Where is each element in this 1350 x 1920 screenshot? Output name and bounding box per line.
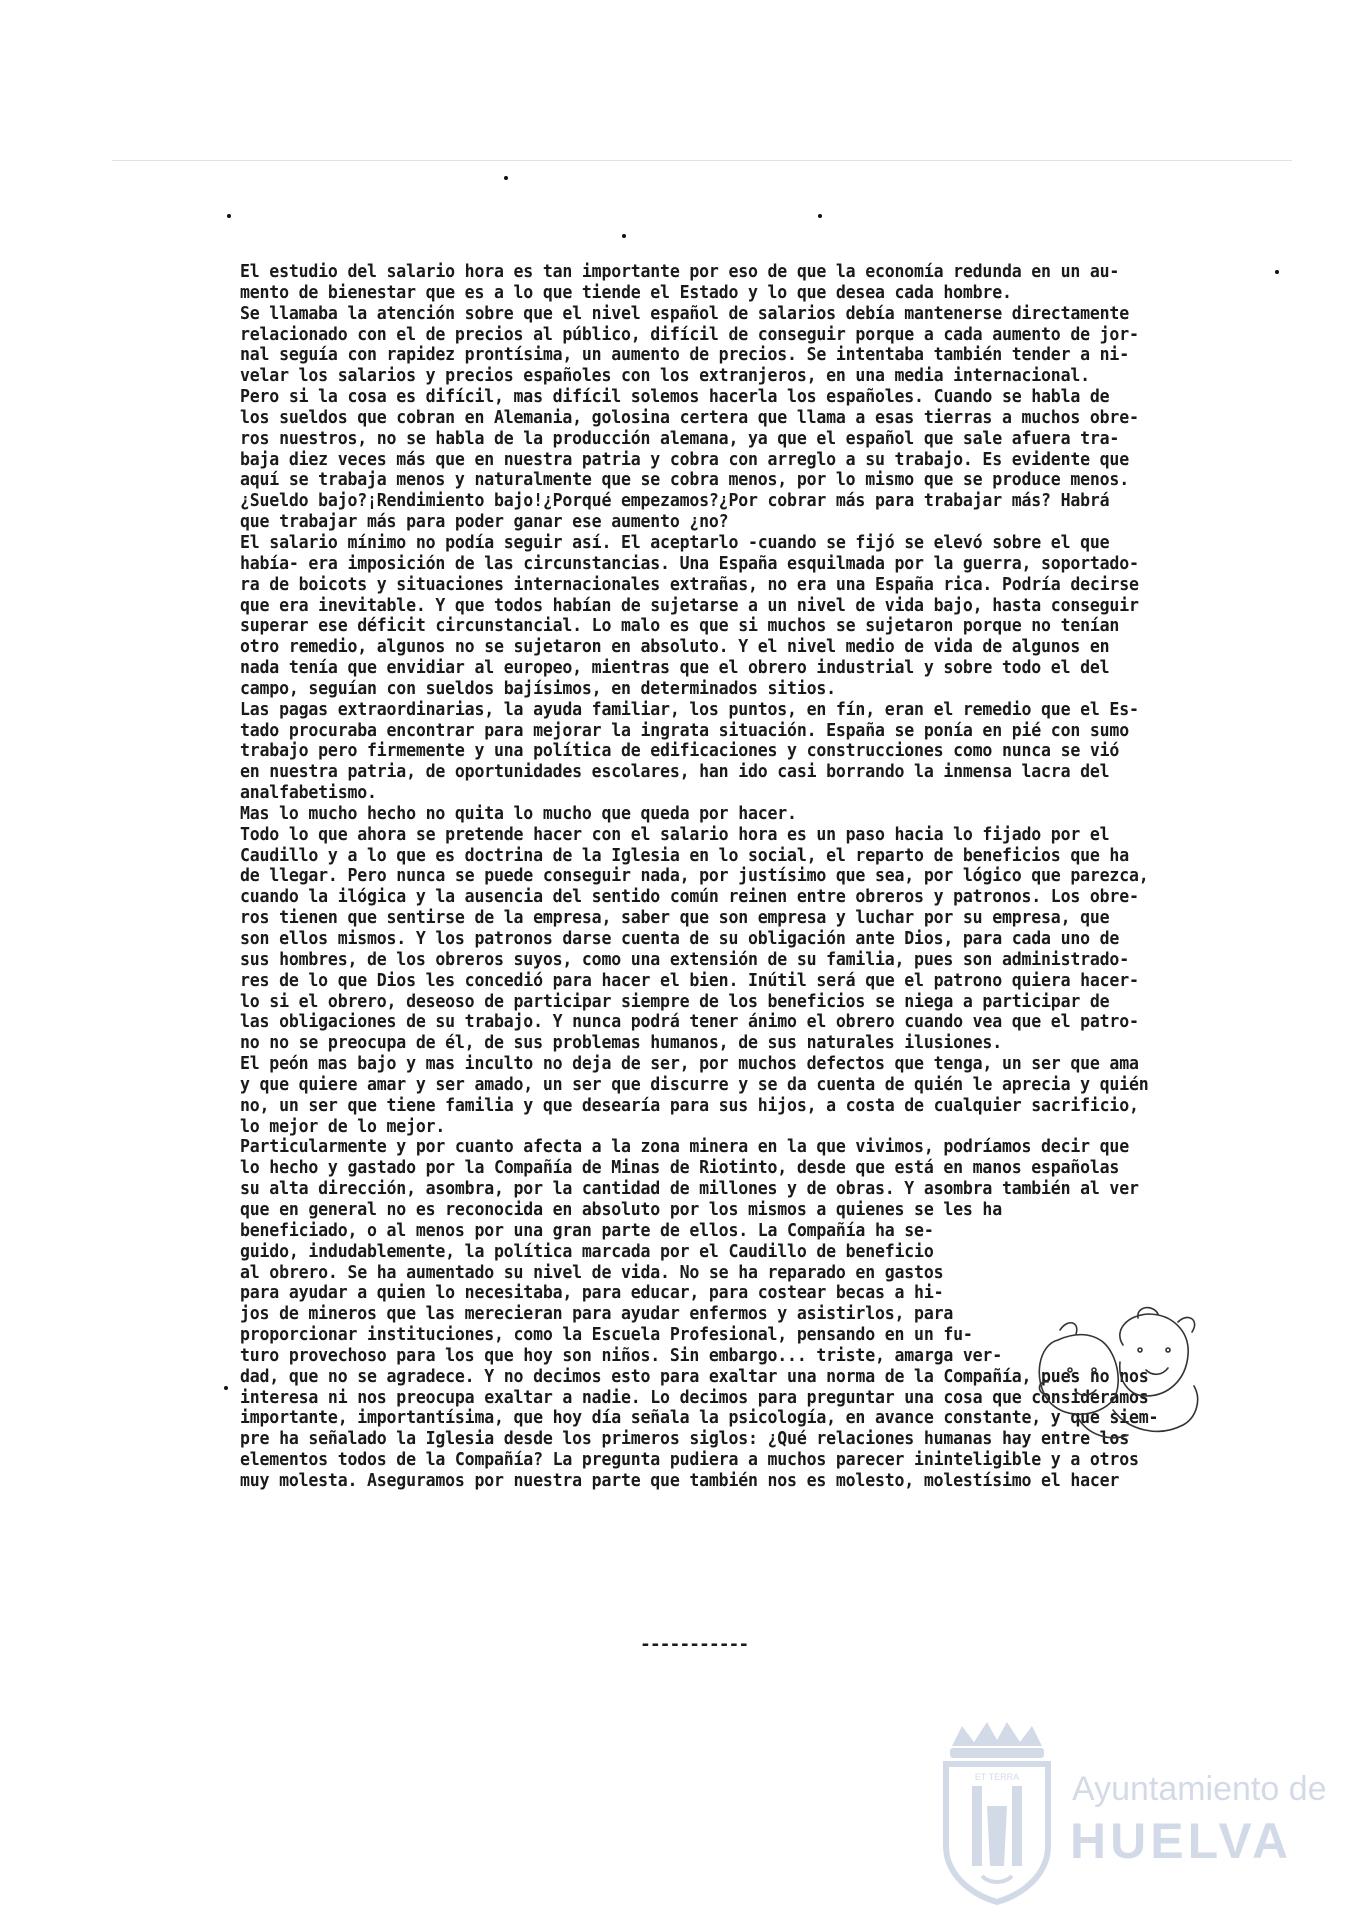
- text-line: turo provechoso para los que hoy son niños. Sin embargo... triste, amarga ver-: [240, 1345, 1002, 1366]
- text-line: res de lo que Dios les concedió para hacer el bien. Inútil será que el patrono quiera hacer-: [240, 970, 1139, 991]
- text-line: cuando la ilógica y la ausencia del sentido común reinen entre obreros y patronos. Los obre-: [240, 887, 1139, 908]
- crest-text: ET TERRA: [974, 1772, 1020, 1782]
- text-line: ros tienen que sentirse de la empresa, saber que son empresa y luchar por su empresa, que: [240, 908, 1110, 929]
- scan-speck: [1275, 270, 1279, 274]
- huelva-crest-logo: [932, 1716, 1062, 1906]
- text-line: relacionado con el de precios al público, difícil de conseguir porque a cada aumento de jor-: [240, 324, 1139, 345]
- text-line: jos de mineros que las merecieran para ayudar enfermos y asistirlos, para: [240, 1304, 954, 1325]
- text-line: que trabajar más para poder ganar ese aumento ¿no?: [240, 512, 729, 533]
- text-line: velar los salarios y precios españoles con los extranjeros, en una media internacional.: [240, 366, 1090, 387]
- text-line: no no se preocupa de él, de sus problemas humanos, de sus naturales ilusiones.: [240, 1033, 1002, 1054]
- scan-speck: [818, 214, 822, 218]
- text-line: Las pagas extraordinarias, la ayuda familiar, los puntos, en fín, eran el remedio que el Es-: [240, 699, 1139, 720]
- text-line: y que quiere amar y ser amado, un ser que discurre y se da cuenta de quién le aprecia y quién: [240, 1074, 1149, 1095]
- text-line: mento de bienestar que es a lo que tiende el Estado y lo que desea cada hombre.: [240, 282, 1012, 303]
- text-line: ros nuestros, no se habla de la producción alemana, ya que el español que sale afuera tra-: [240, 428, 1120, 449]
- text-line: había- era imposición de las circunstancias. Una España esquilmada por la guerra, soportado-: [240, 553, 1139, 574]
- watermark-line-2: HUELVA: [1070, 1813, 1293, 1869]
- text-line: su alta dirección, asombra, por la cantidad de millones y de obras. Y asombra también al ver: [240, 1179, 1139, 1200]
- text-line: ¿Sueldo bajo?¡Rendimiento bajo!¿Porqué empezamos?¿Por cobrar más para trabajar más? Habrá: [240, 491, 1110, 512]
- text-line: lo hecho y gastado por la Compañía de Minas de Riotinto, desde que está en manos españolas: [240, 1158, 1120, 1179]
- text-line: El estudio del salario hora es tan importante por eso de que la economía redunda en un au-: [240, 262, 1120, 282]
- text-line: El peón mas bajo y mas inculto no deja de ser, por muchos defectos que tenga, un ser que ama: [240, 1054, 1139, 1075]
- scan-speck: [227, 214, 231, 218]
- text-line: El salario mínimo no podía seguir así. El aceptarlo -cuando se fijó se elevó sobre el que: [240, 532, 1110, 553]
- text-line: lo mejor de lo mejor.: [240, 1116, 446, 1137]
- text-line: elementos todos de la Compañía? La pregunta pudiera a muchos parecer ininteligible y a otros: [240, 1450, 1139, 1471]
- text-line: proporcionar instituciones, como la Escuela Profesional, pensando en un fu-: [240, 1325, 973, 1346]
- text-line: al obrero. Se ha aumentado su nivel de vida. No se ha reparado en gastos: [240, 1262, 944, 1283]
- text-line: Pero si la cosa es difícil, mas difícil solemos hacerla los españoles. Cuando se habla de: [240, 387, 1110, 408]
- text-line: para ayudar a quien lo necesitaba, para educar, para costear becas a hi-: [240, 1283, 944, 1304]
- text-line: trabajo pero firmemente y una política de edificaciones y construcciones como nunca se vió: [240, 741, 1120, 762]
- text-line: analfabetismo.: [240, 783, 377, 804]
- text-line: nal seguía con rapidez prontísima, un aumento de precios. Se intentaba también tender a ni-: [240, 345, 1129, 366]
- text-line: Todo lo que ahora se pretende hacer con el salario hora es un paso hacia lo fijado por el: [240, 824, 1110, 845]
- text-line: guido, indudablemente, la política marcada por el Caudillo de beneficio: [240, 1241, 934, 1262]
- text-line: los sueldos que cobran en Alemania, golosina certera que llama a esas tierras a muchos obre-: [240, 407, 1139, 428]
- text-line: interesa ni nos preocupa exaltar a nadie. Lo decimos para preguntar una cosa que consideramos: [240, 1387, 1149, 1408]
- text-line: baja diez veces más que en nuestra patria y cobra con arreglo a su trabajo. Es evidente que: [240, 449, 1129, 470]
- text-line: pre ha señalado la Iglesia desde los primeros siglos: ¿Qué relaciones humanas hay entre los: [240, 1429, 1129, 1450]
- text-line: Se llamaba la atención sobre que el nivel español de salarios debía mantenerse directamente: [240, 303, 1129, 324]
- text-line: Mas lo mucho hecho no quita lo mucho que queda por hacer.: [240, 803, 797, 824]
- scan-speck: [622, 234, 626, 238]
- text-line: campo, seguían con sueldos bajísimos, en determinados sitios.: [240, 678, 836, 699]
- children-faces-drawing: [1018, 1300, 1208, 1450]
- text-line: nada tenía que envidiar al europeo, mientras que el obrero industrial y sobre todo el del: [240, 658, 1110, 679]
- text-line: dad, que no se agradece. Y no decimos esto para exaltar una norma de la Compañía, pues no nos: [240, 1366, 1149, 1387]
- text-line: beneficiado, o al menos por una gran parte de ellos. La Compañía ha se-: [240, 1220, 934, 1241]
- text-line: otro remedio, algunos no se sujetaron en absoluto. Y el nivel medio de vida de algunos en: [240, 637, 1110, 658]
- text-line: son ellos mismos. Y los patronos darse cuenta de su obligación ante Dios, para cada uno de: [240, 929, 1120, 949]
- scan-speck: [224, 1386, 228, 1390]
- text-line: lo si el obrero, deseoso de participar siempre de los beneficios se niega a participar de: [240, 991, 1110, 1012]
- text-line: en nuestra patria, de oportunidades escolares, han ido casi borrando la inmensa lacra del: [240, 762, 1110, 783]
- text-line: ra de boicots y situaciones internacionales extrañas, no era una España rica. Podría decirse: [240, 574, 1139, 595]
- watermark-line-1: Ayuntamiento de: [1072, 1770, 1327, 1808]
- text-line: las obligaciones de su trabajo. Y nunca podrá tener ánimo el obrero cuando vea que el patro-: [240, 1012, 1139, 1033]
- text-line: que era inevitable. Y que todos habían de sujetarse a un nivel de vida bajo, hasta conseguir: [240, 595, 1139, 616]
- text-line: Caudillo y a lo que es doctrina de la Iglesia en lo social, el reparto de beneficios que ha: [240, 845, 1129, 866]
- text-line: que en general no es reconocida en absoluto por los mismos a quienes se les ha: [240, 1199, 1002, 1220]
- text-line: tado procuraba encontrar para mejorar la ingrata situación. España se ponía en pié con sumo: [240, 720, 1129, 741]
- end-separator: -----------: [640, 1634, 749, 1655]
- text-line: superar ese déficit circunstancial. Lo malo es que si muchos se sujetaron porque no tenían: [240, 616, 1120, 637]
- text-line: muy molesta. Aseguramos por nuestra parte que también nos es molesto, molestísimo el hacer: [240, 1470, 1120, 1491]
- text-line: aquí se trabaja menos y naturalmente que se cobra menos, por lo mismo que se produce menos.: [240, 470, 1129, 491]
- text-line: importante, importantísima, que hoy día señala la psicología, en avance constante, y que siem-: [240, 1408, 1159, 1429]
- text-line: sus hombres, de los obreros suyos, como una extensión de su familia, pues son administrado-: [240, 949, 1129, 970]
- text-line: de llegar. Pero nunca se puede conseguir nada, por justísimo que sea, por lógico que parezca,: [240, 866, 1149, 887]
- ayuntamiento-huelva-watermark: [932, 1716, 1332, 1906]
- text-line: Particularmente y por cuanto afecta a la zona minera en la que vivimos, podríamos decir que: [240, 1137, 1129, 1158]
- text-line: no, un ser que tiene familia y que desearía para sus hijos, a costa de cualquier sacrificio,: [240, 1095, 1139, 1116]
- scan-speck: [504, 176, 508, 180]
